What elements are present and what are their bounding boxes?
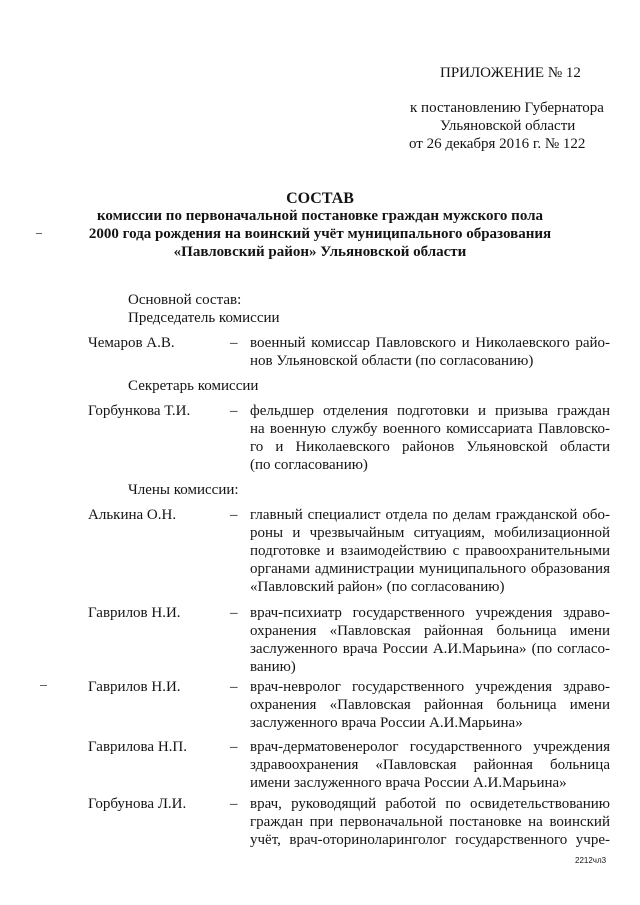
title-line-3: «Павловский район» Ульяновской области — [173, 244, 467, 260]
description-line: врач-дерматовенеролог государственного учреждения — [250, 739, 610, 755]
document-title: СОСТАВ — [286, 190, 354, 207]
member-description — [250, 678, 610, 732]
member-name: Горбункова Т.И. — [88, 403, 191, 419]
description-line: заслуженного врача России А.И.Марьина» (по согласо- — [250, 641, 610, 657]
description-line: врач-невролог государственного учреждения здраво- — [250, 679, 610, 695]
description-line: учёт, врач-оториноларинголог государственного учре- — [250, 832, 610, 848]
description-line: (по согласованию) — [250, 457, 368, 473]
member-description — [250, 604, 610, 676]
title-line-1: комиссии по первоначальной постановке граждан мужского пола — [96, 208, 544, 224]
description-line: главный специалист отдела по делам гражданской обо- — [250, 507, 610, 523]
title-line-2: 2000 года рождения на воинский учёт муниципального образования — [88, 226, 552, 242]
description-line: врач, руководящий работой по освидетельствованию — [250, 796, 610, 812]
description-line: роны и чрезвычайным ситуациям, мобилизационной — [250, 525, 610, 541]
member-dash: – — [230, 679, 238, 695]
scan-speck — [36, 233, 42, 234]
description-line: охранения «Павловская районная больница имени — [250, 623, 610, 639]
section-members: Члены комиссии: — [128, 482, 239, 498]
member-name: Гаврилова Н.П. — [88, 739, 188, 755]
member-dash: – — [230, 507, 238, 523]
member-dash: – — [230, 335, 238, 351]
member-description — [250, 795, 610, 849]
description-line: ванию) — [250, 659, 296, 675]
description-line: заслуженного врача России А.И.Марьина» — [250, 715, 523, 731]
description-line: здравоохранения «Павловская районная больница — [250, 757, 610, 773]
description-line: нов Ульяновской области (по согласованию) — [250, 353, 534, 369]
member-name: Алькина О.Н. — [88, 507, 177, 523]
member-dash: – — [230, 403, 238, 419]
footer-code: 2212чл3 — [575, 856, 607, 865]
section-basic: Основной состав: — [128, 292, 242, 308]
member-description — [250, 402, 610, 474]
decree-date: от 26 декабря 2016 г. № 122 — [409, 136, 586, 152]
member-name: Горбунова Л.И. — [88, 796, 187, 812]
section-chair: Председатель комиссии — [128, 310, 280, 326]
appendix-number: ПРИЛОЖЕНИЕ № 12 — [440, 65, 581, 81]
member-name: Гаврилов Н.И. — [88, 605, 181, 621]
description-line: граждан при первоначальной постановке на воинский — [250, 814, 610, 830]
description-line: врач-психиатр государственного учреждения здраво- — [250, 605, 610, 621]
member-description — [250, 738, 610, 792]
description-line: фельдшер отделения подготовки и призыва граждан — [250, 403, 610, 419]
member-dash: – — [230, 739, 238, 755]
region-name: Ульяновской области — [440, 118, 576, 134]
description-line: охранения «Павловская районная больница имени — [250, 697, 610, 713]
section-secretary: Секретарь комиссии — [128, 378, 259, 394]
member-dash: – — [230, 605, 238, 621]
member-dash: – — [230, 796, 238, 812]
description-line: на военную службу военного комиссариата Павловско- — [250, 421, 610, 437]
description-line: подготовке и взаимодействию с правоохранительными — [250, 543, 610, 559]
member-description — [250, 506, 610, 596]
member-description — [250, 334, 610, 370]
description-line: имени заслуженного врача России А.И.Марьина» — [250, 775, 567, 791]
member-name: Чемаров А.В. — [88, 335, 175, 351]
description-line: военный комиссар Павловского и Николаевского райо- — [250, 335, 610, 351]
scan-speck — [40, 685, 47, 686]
description-line: го и Николаевского районов Ульяновской области — [250, 439, 610, 455]
decree-reference: к постановлению Губернатора — [410, 100, 604, 116]
description-line: органами администрации муниципального образования — [250, 561, 610, 577]
member-name: Гаврилов Н.И. — [88, 679, 181, 695]
description-line: «Павловский район» (по согласованию) — [250, 579, 505, 595]
